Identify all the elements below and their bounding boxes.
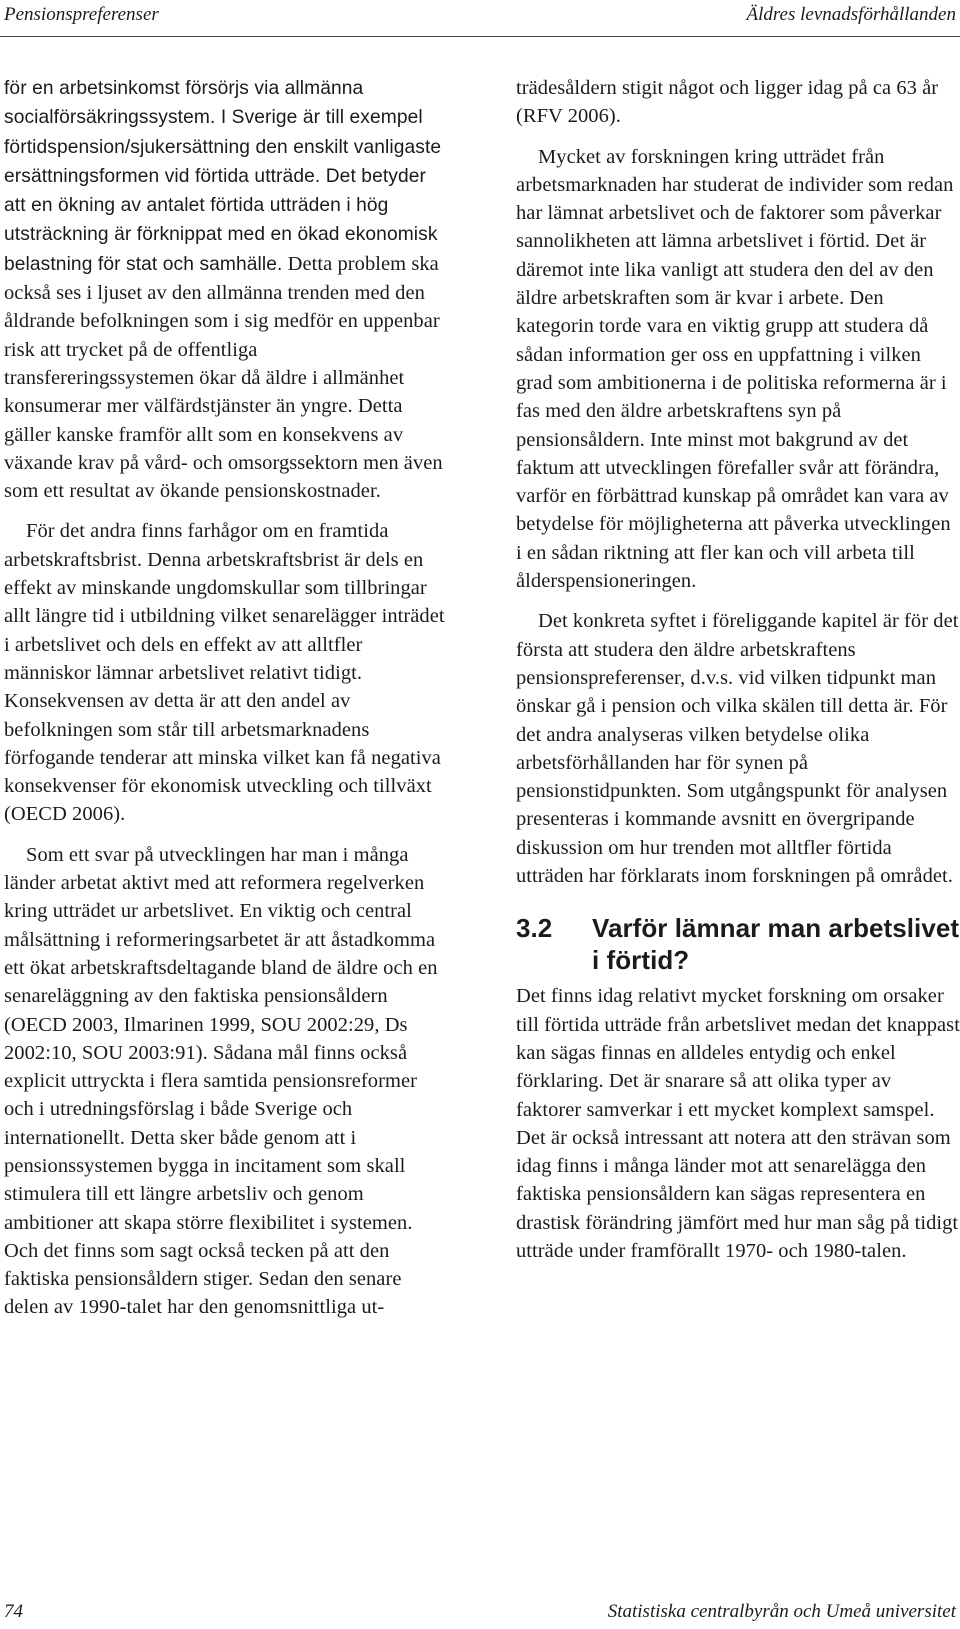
section-title: Varför lämnar man arbetslivet i förtid?: [592, 913, 960, 976]
paragraph: trädesåldern stigit något och ligger idag på ca 63 år (RFV 2006).: [516, 77, 939, 128]
paragraph: För det andra finns farhågor om en framtida arbetskraftsbrist. Denna arbetskraftsbrist är dels en effekt av minskande ungdomskullar som tillbringar allt längre tid i utbildning vilket senarelägger inträdet i arbetslivet och dels en effekt av att alltfler människor lämnar arbetslivet relativt tidigt. Konsekvensen av detta är att den andel av befolkningen som står till arbetsmarknadens förfogande tenderar att minska vilket kan få negativa konsekvenser för ekonomisk utveckling och tillväxt (OECD 2006).: [4, 520, 445, 826]
paragraph-serif-part: Detta problem ska också ses i ljuset av den allmänna trenden med den åldrande befolkningen som i sig medför en uppenbar risk att trycket på de offentliga transfereringssystemen ökar då äldre i allmänhet konsumerar mer välfärdstjänster än yngre. Detta gäller kanske framför allt som en konsekvens av växande krav på vård- och omsorgssektorn men även som ett resultat av ökande pensionskostnader.: [4, 252, 443, 503]
section-number: 3.2: [516, 913, 553, 944]
paragraph: [4, 74, 448, 505]
running-footer: [0, 1598, 960, 1626]
paragraph: Mycket av forskningen kring utträdet från arbetsmarknaden har studerat de individer som redan har lämnat arbetslivet och de faktorer som påverkar sannolikheten att lämna arbetslivet i förtid. Det är däremot inte lika vanligt att studera den del av den äldre arbetskraften som är kvar i arbete. Den kategorin torde vara en viktig grupp att studera då sådan information ger oss en uppfattning i vilken grad som ambitionerna i de politiska reformerna är i fas med den äldre arbetskraftens syn på pensionsåldern. Inte minst mot bakgrund av det faktum att utvecklingen förefaller svår att förändra, varför en förbättrad kunskap på området kan vara av betydelse för möjligheterna att påverka utvecklingen i en sådan riktning att fler kan och vill arbeta till ålderspensioneringen.: [516, 145, 954, 593]
paragraph: Det konkreta syftet i föreliggande kapitel är för det första att studera den äldre arbetskraftens pensionspreferenser, d.v.s. vid vilken tidpunkt man önskar gå i pension och vilka skälen till detta är. För det andra analyseras vilken betydelse olika arbetsförhållanden har för synen på pensionstidpunkten. Som utgångspunkt för analysen presenteras i kommande avsnitt en övergripande diskussion om hur trenden mot alltfler förtida utträden har förklarats inom forskningen på området.: [516, 610, 959, 888]
page-number: 74: [4, 1601, 23, 1622]
paragraph: Det finns idag relativt mycket forskning om orsaker till förtida utträde från arbetslivet medan det knappast kan sägas finnas en alldeles entydig och enkel förklaring. Det är snarare så att olika typer av faktorer samverkar i ett mycket komplext samspel. Det är också intressant att notera att den strävan som idag finns i många länder mot att senarelägga den faktiska pensionsåldern kan sägas representera en drastisk förändring jämfört med hur man såg på tidigt utträde under framförallt 1970- och 1980-talen.: [516, 985, 960, 1262]
header-rule: [0, 36, 960, 37]
right-column: [516, 74, 960, 1277]
section-heading: [516, 912, 960, 976]
header-chapter-title: Pensionspreferenser: [4, 4, 159, 25]
paragraph: Som ett svar på utvecklingen har man i många länder arbetat aktivt med att reformera regelverken kring utträdet ur arbetslivet. En viktig och central målsättning i reformeringsarbetet är att åstadkomma ett ökat arbetskraftsdeltagande bland de äldre och en senareläggning av den faktiska pensionsåldern (OECD 2003, Ilmarinen 1999, SOU 2002:29, Ds 2002:10, SOU 2003:91). Sådana mål finns också explicit uttryckta i flera samtida pensionsreformer och i utredningsförslag i både Sverige och internationellt. Detta sker både genom att i pensionssystemen bygga in incitament som skall stimulera till ett längre arbetsliv och genom ambitioner att skapa större flexibilitet i systemen. Och det finns som sagt också tecken på att den faktiska pensionsåldern stiger. Sedan den senare delen av 1990-talet har den genomsnittliga ut-: [4, 843, 438, 1319]
header-report-title: Äldres levnadsförhållanden: [746, 4, 956, 25]
footer-publisher: Statistiska centralbyrån och Umeå universitet: [607, 1601, 956, 1622]
paragraph-sans-part: för en arbetsinkomst försörjs via allmänna socialförsäkringssystem. I Sverige är till exempel förtidspension/sjukersättning den enskilt vanligaste ersättningsformen vid förtida utträde. Det betyder att en ökning av antalet förtida utträden i hög utsträckning är förknippat med en ökad ekonomisk belastning för stat och samhälle.: [4, 78, 442, 275]
running-header: [0, 0, 960, 36]
left-column: [4, 74, 448, 1334]
